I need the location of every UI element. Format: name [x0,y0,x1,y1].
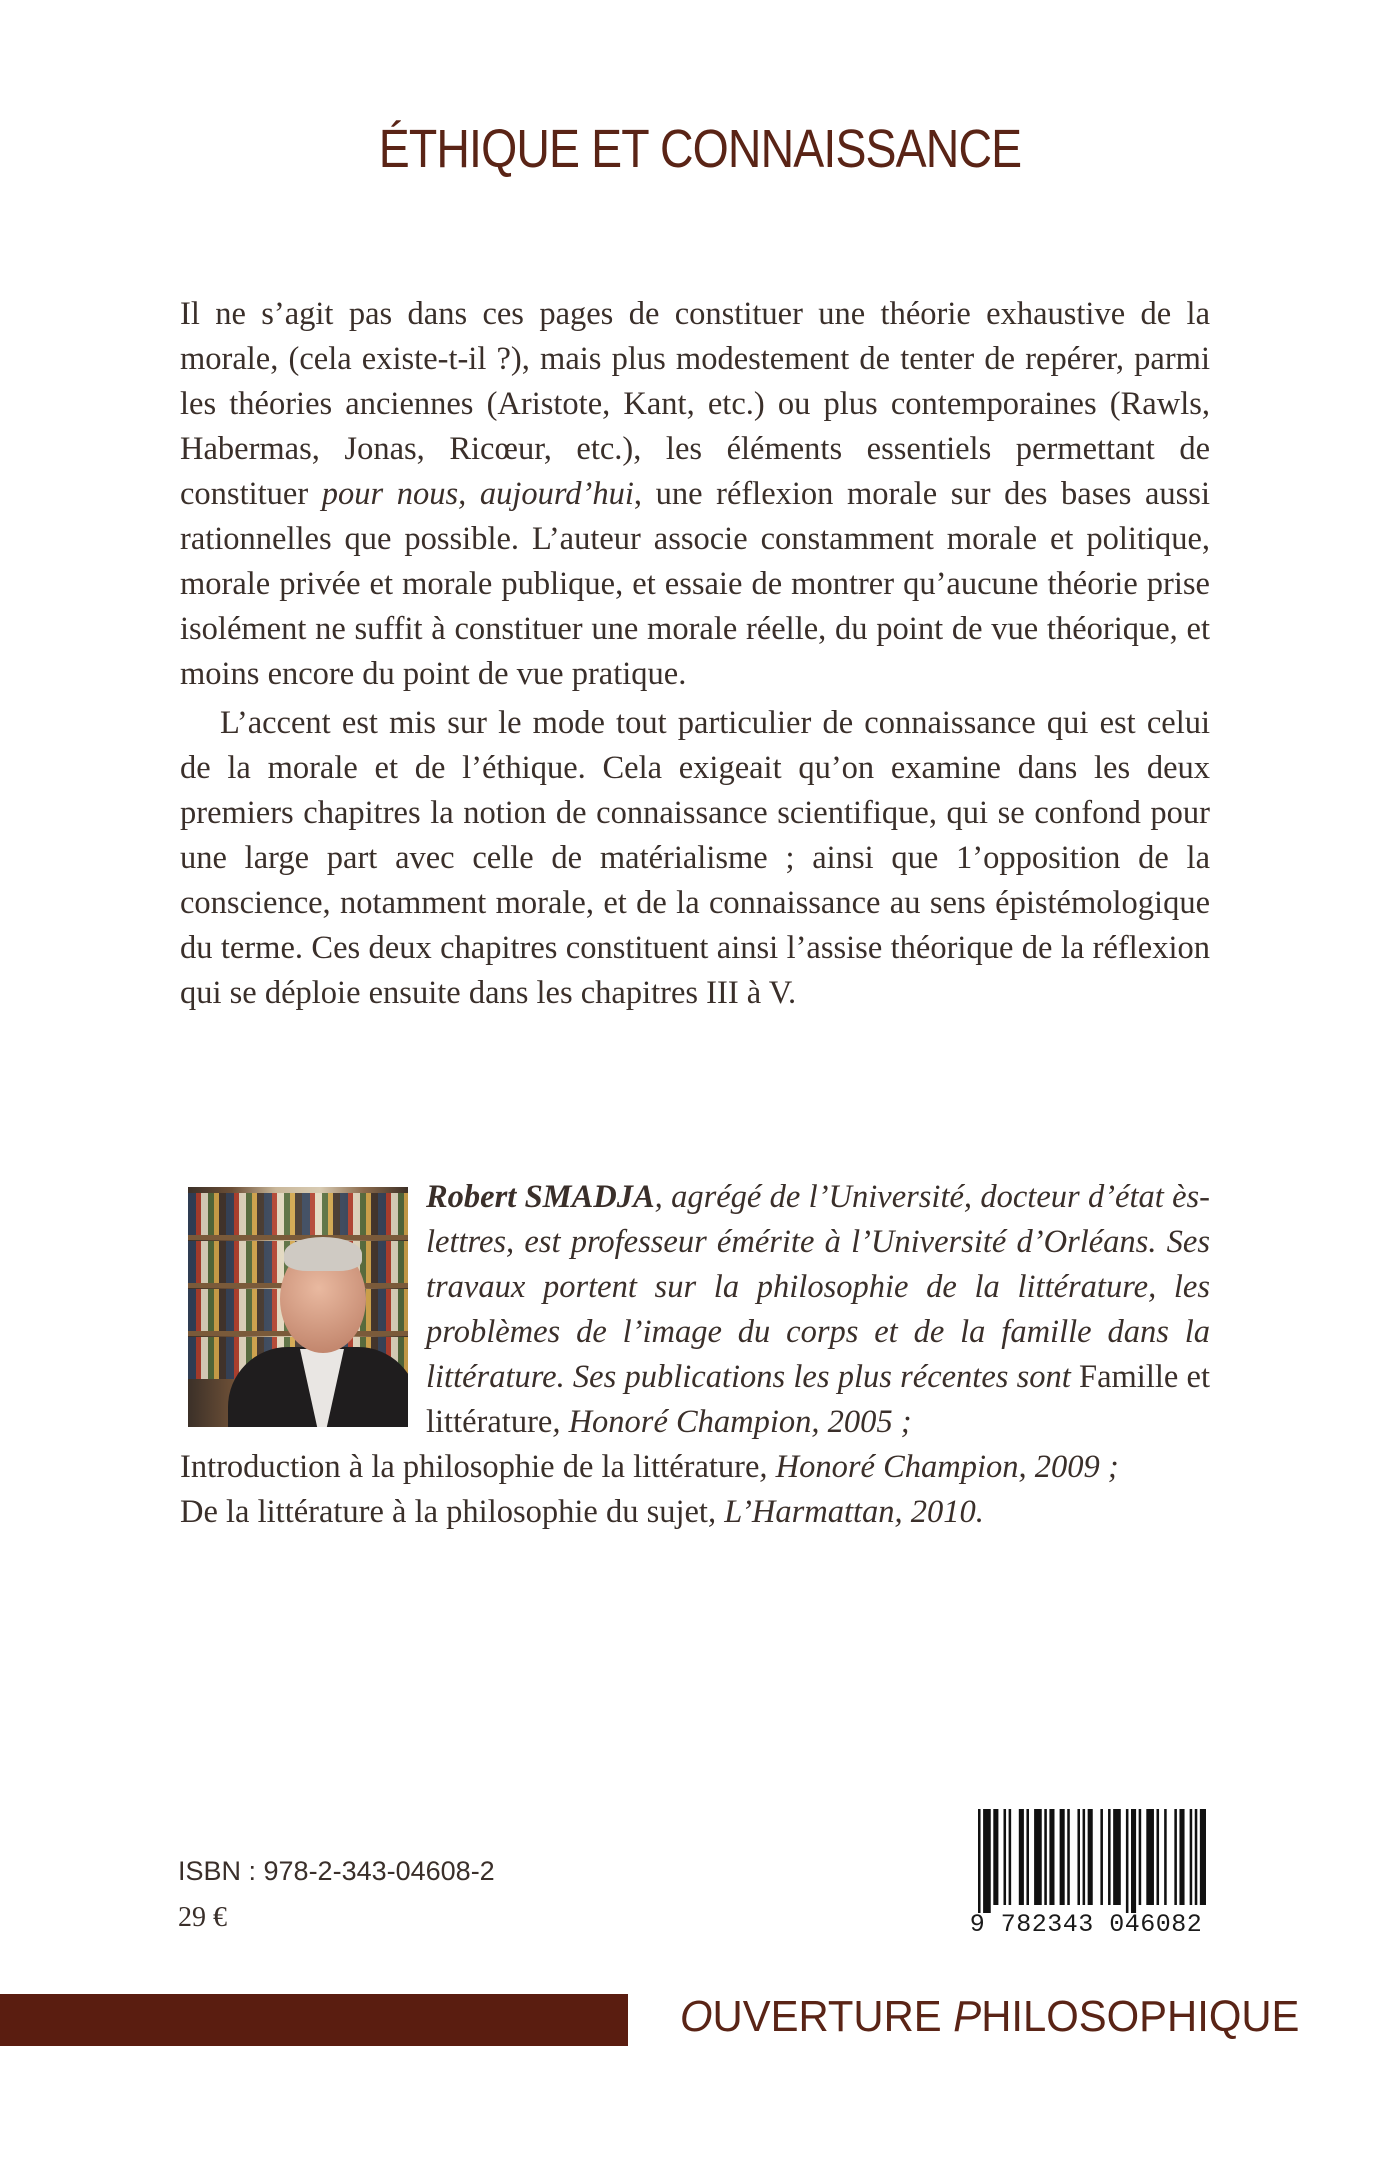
series-word: HILOSOPHIQUE [981,1992,1300,2041]
barcode-bar [1077,1809,1080,1905]
barcode-bar [1088,1809,1093,1905]
barcode-bar [1146,1809,1154,1905]
barcode-bar [1026,1809,1029,1905]
barcode-bar [1139,1809,1142,1905]
barcode-bar [1113,1809,1121,1905]
bookshelf-books [188,1193,408,1235]
back-cover-summary [180,292,1210,1016]
barcode-bar [1126,1809,1129,1913]
author-name: Robert SMADJA [426,1179,655,1215]
publication-details: , Honoré Champion, 2005 ; [552,1404,912,1440]
bookshelf-shelf [188,1235,408,1240]
isbn: ISBN : 978-2-343-04608-2 [178,1856,495,1886]
barcode-bar [1131,1809,1136,1913]
publication-title: Introduction à la philosophie de la littérature [180,1449,760,1485]
barcode [966,1801,1206,1941]
barcode-bar [1179,1809,1184,1905]
barcode-bar [1108,1809,1111,1905]
barcode-bar [1060,1809,1065,1905]
publication-details: , L’Harmattan, 2010. [707,1494,984,1530]
barcode-bar [1049,1809,1054,1905]
barcode-bar [1067,1809,1070,1905]
summary-paragraph-1 [180,292,1210,697]
series-band [0,1994,628,2046]
author-hair [284,1237,362,1271]
barcode-bar [1019,1809,1024,1905]
summary-text: Il ne s’agit pas dans ces pages de constituer une théorie exhaustive de la morale, (cela existe-t-il ?), mais plus modestement de tenter de repérer, parmi les théories anciennes (Aristote, Kant, etc.) ou plus contemporaines (Rawls, Habermas, Jonas, Ricœur, etc.), les éléments essentiels permettant de constituer [180,296,1210,512]
publication-details: , Honoré Champion, 2009 ; [759,1449,1119,1485]
summary-paragraph-2: L’accent est mis sur le mode tout particulier de connaissance qui est celui de la morale et de l’éthique. Cela exigeait qu’on examine dans les deux premiers chapitres la notion de connaissance scientifique, qui se confond pour une large part avec celle de matérialisme ; ainsi que 1’opposition de la conscience, notamment morale, et de la connaissance au sens épistémologique du terme. Ces deux chapitres constituent ainsi l’assise théorique de la réflexion qui se déploie ensuite dans les chapitres III à V. [180,705,1210,1011]
barcode-bar [1004,1809,1007,1905]
book-title: ÉTHIQUE ET CONNAISSANCE [378,119,1022,179]
series-letter: O [680,1992,713,2041]
barcode-bar [993,1809,998,1905]
barcode-bars [966,1801,1206,1913]
series-letter: P [953,1992,982,2041]
barcode-bar [1009,1809,1012,1905]
series-name [680,1992,1299,2042]
barcode-bar [1190,1809,1193,1905]
publication-title: De la littérature à la philosophie du sujet [180,1494,708,1530]
barcode-digits: 9 782343 046082 [969,1910,1203,1939]
author-bio-text: , agrégé de l’Université, docteur d’état ès-lettres, est professeur émérite à l’Université d’Orléans. Ses travaux portent sur la philosophie de la littérature, les problèmes de l’image du corps et de la famille dans la littérature. Ses publications les plus récentes sont [426,1179,1210,1395]
barcode-bar [1100,1809,1103,1905]
barcode-bar [1164,1809,1167,1905]
barcode-bar [1083,1809,1086,1905]
price: 29 € [178,1902,227,1933]
barcode-bar [1195,1809,1198,1905]
barcode-bar [1034,1809,1042,1905]
author-photo [188,1187,408,1427]
publication-title: Famille et littérature [426,1359,1211,1440]
author-section [180,1175,1210,1535]
barcode-bar [1174,1809,1177,1905]
series-word: UVERTURE [712,1992,954,2041]
barcode-bar [1157,1809,1160,1905]
barcode-bar [978,1809,981,1913]
summary-emphasis: pour nous, aujourd’hui [321,476,634,512]
barcode-bar [1200,1809,1206,1905]
barcode-bar [983,1809,991,1913]
summary-text: , une réflexion morale sur des bases aussi rationnelles que possible. L’auteur associe constamment morale et politique, morale privée et morale publique, et essaie de montrer qu’aucune théorie prise isolément ne suffit à constituer une morale réelle, du point de vue théorique, et moins encore du point de vue pratique. [180,476,1210,692]
barcode-bar [1044,1809,1047,1905]
